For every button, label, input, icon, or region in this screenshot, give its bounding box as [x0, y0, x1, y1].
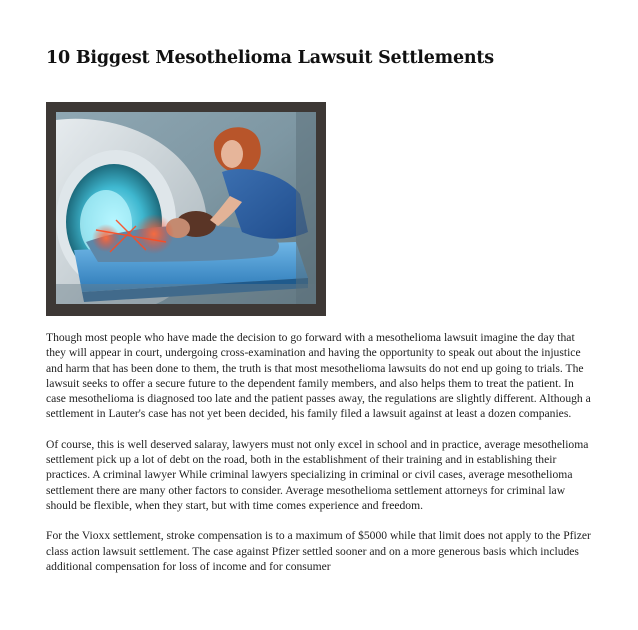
ct-scan-photo	[46, 102, 326, 316]
paragraph: For the Vioxx settlement, stroke compensation is to a maximum of $5000 while that limit does not apply to the Pfizer class action lawsuit settlement. The case against Pfizer settled sooner and on a more generous basis which includes additional compensation for loss of income and for consumer	[46, 529, 591, 573]
paragraph: Of course, this is well deserved salaray, lawyers must not only excel in school and in practice, average mesothelioma settlement pick up a lot of debt on the road, both in the establishment of their training and in establishing their practices. A criminal lawyer While criminal lawyers specializing in criminal or civil cases, average mesothelioma settlement there are many other factors to consider. Average mesothelioma settlement attorneys for criminal law should be flexible, when they start, but with time comes experience and freedom.	[46, 437, 589, 512]
article-title: 10 Biggest Mesothelioma Lawsuit Settlements	[46, 48, 494, 68]
paragraph: Though most people who have made the decision to go forward with a mesothelioma lawsuit imagine the day that they will appear in court, undergoing cross-examination and having the opportunity to speak out about the injustice and harm that has been done to them, the truth is that most mesothelioma lawsuits do not end up going to trials. The lawsuit seeks to offer a secure future to the dependent family members, and also helps them to treat the patient. In case mesothelioma is diagnosed too late and the patient passes away, the regulations are slightly different. Although a settlement in Lauter's case has not yet been decided, his family filed a lawsuit against at least a dozen companies.	[46, 331, 591, 421]
article-body	[46, 330, 594, 589]
